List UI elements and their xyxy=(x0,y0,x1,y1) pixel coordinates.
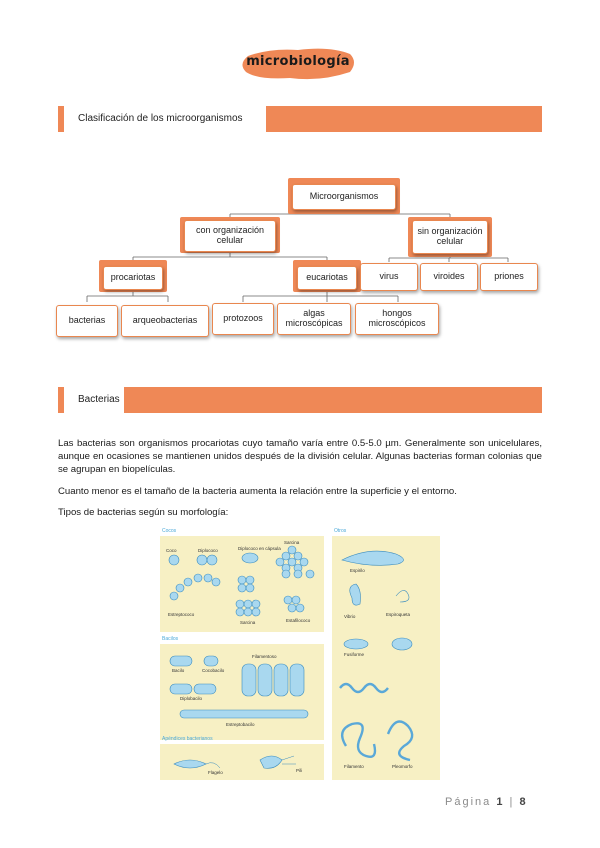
node-con-organizacion: con organización celular xyxy=(184,220,276,252)
node-sin-organizacion: sin organización celular xyxy=(412,220,488,254)
node-eucariotas: eucariotas xyxy=(297,266,357,290)
label-otros: Otros xyxy=(334,528,347,534)
bacteria-shapes-icon xyxy=(160,524,440,780)
label-pili: Pili xyxy=(296,768,303,773)
paragraph-types: Tipos de bacterias según su morfología: xyxy=(58,507,229,518)
label-estreptococo: Estreptococo xyxy=(168,612,195,617)
label-filamentoso: Filamentoso xyxy=(252,654,277,659)
node-algas: algas microscópicas xyxy=(277,303,351,335)
label-espirilo: Espirilo xyxy=(350,568,365,573)
section-header-bacterias xyxy=(58,387,542,413)
label-estreptobacilo: Estreptobacilo xyxy=(226,722,255,727)
node-viroides: viroides xyxy=(420,263,478,291)
paragraph-intro: Las bacterias son organismos procariotas cuyo tamaño varía entre 0.5-5.0 µm. Generalmente son unicelulares, aunque en ocasiones se mantienen unidos después de la división celular. Algunas bacterias forman colonias que se agrupan en biopelículas. xyxy=(58,438,542,475)
label-bacilos: Bacilos xyxy=(162,636,179,642)
label-cocobacilo: Cocobacilo xyxy=(202,668,225,673)
page-word: Página xyxy=(445,796,492,808)
label-estafilococo: Estafilococo xyxy=(286,618,311,623)
label-filamento: Filamento xyxy=(344,764,364,769)
page-footer xyxy=(445,796,528,808)
node-procariotas: procariotas xyxy=(103,266,163,290)
bacteria-morphology-figure xyxy=(160,524,440,780)
label-sarcina: Sarcina xyxy=(240,620,256,625)
label-apendices: Apéndices bacterianos xyxy=(162,736,213,742)
node-arqueobacterias: arqueobacterias xyxy=(121,305,209,337)
node-protozoos: protozoos xyxy=(212,303,274,335)
node-virus: virus xyxy=(360,263,418,291)
label-fusiforme: Fusiforme xyxy=(344,652,365,657)
page-total: 8 xyxy=(519,796,528,808)
label-diplococo: Diplococo xyxy=(198,548,218,553)
label-diplobacilo: Diplobacilo xyxy=(180,696,203,701)
node-microorganismos: Microorganismos xyxy=(292,184,396,210)
label-espiroqueta: Espiroqueta xyxy=(386,612,411,617)
paragraph-size: Cuanto menor es el tamaño de la bacteria aumenta la relación entre la superficie y el entorno. xyxy=(58,486,457,497)
section-title: Bacterias xyxy=(58,387,124,413)
node-bacterias: bacterias xyxy=(56,305,118,337)
section-bar-fill xyxy=(124,387,542,413)
page-number: 1 xyxy=(496,796,505,808)
label-coco: Coco xyxy=(166,548,177,553)
label-vibrio: Vibrio xyxy=(344,614,356,619)
section-title: Clasificación de los microorganismos xyxy=(58,106,266,132)
label-sarcina-top: Sarcina xyxy=(284,540,300,545)
label-bacilo: Bacilo xyxy=(172,668,185,673)
label-pleomorfo: Pleomorfo xyxy=(392,764,413,769)
label-cocos: Cocos xyxy=(162,528,177,534)
node-priones: priones xyxy=(480,263,538,291)
page-separator: | xyxy=(509,796,515,808)
node-hongos: hongos microscópicos xyxy=(355,303,439,335)
label-diplococo-capsula: Diplococo en cápsula xyxy=(238,546,281,551)
logo-text: microbiología xyxy=(246,54,350,69)
label-flagelo: Flagelo xyxy=(208,770,223,775)
